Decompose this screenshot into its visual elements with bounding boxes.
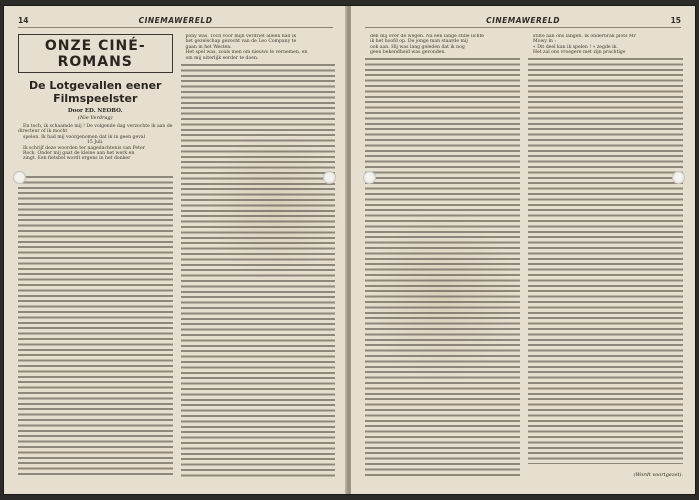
punch-hole [323, 171, 336, 184]
right-page-number: 15 [670, 16, 681, 25]
body-line: « Dit deel kan ik spelen ! » zegde ik. [533, 44, 618, 50]
body-text-block [181, 64, 336, 478]
body-line: En toch, ik schaamde mij ! De volgende dag verzochte ik aan de directeur of ik mocht [18, 124, 173, 135]
body-line: Ik schrijf deze woorden ter nagedachtenis van Peter [23, 145, 145, 151]
left-running-head [18, 16, 333, 28]
left-page-number: 14 [18, 16, 29, 25]
right-columns [365, 34, 683, 478]
translation-note: (Nie Verdrag) [77, 115, 113, 121]
left-col-2 [181, 34, 336, 478]
section-banner: ONZE CINÉ-ROMANS [18, 34, 173, 73]
right-running-head [365, 16, 681, 28]
story-title-line2: Filmspeelster [53, 92, 138, 105]
body-text-block [18, 176, 173, 478]
body-line: om mij uiterlijk eerder te doen. [185, 55, 259, 61]
author-byline: Door ED. NEOBO. [67, 108, 123, 114]
body-line: Het spel was, zoals men om nieuws te vernemen, en [185, 50, 308, 56]
punch-hole [13, 171, 26, 184]
body-line: zingt. Een fietsbel wordt ergens in het donker [23, 156, 131, 162]
running-rule [365, 27, 681, 28]
body-line: geen bekendheid was gevonden. [370, 50, 446, 56]
left-magazine-name: CINEMAWERELD [138, 16, 213, 25]
story-title-line1: De Lotgevallen eener [29, 79, 162, 92]
right-col-1 [365, 34, 520, 478]
body-line: spelen. Ik had mij voorgenomen dat ik in geen geval [23, 134, 145, 140]
left-col-1 [18, 34, 173, 478]
punch-hole [672, 171, 685, 184]
left-columns [18, 34, 335, 478]
story-title [18, 79, 173, 105]
body-line: ik het hoofd op. De jonge man staarde mij [370, 39, 468, 45]
body-line: stilte aan ons langen. Ik onderbrak plots Mr [533, 34, 636, 39]
right-col-2 [528, 34, 683, 478]
continued-note: (Wordt voortgezet). [633, 472, 683, 478]
running-rule [18, 27, 333, 28]
body-line: het gezelschap gezocht van de Leo Company te [185, 39, 297, 45]
body-line: den mij over de wegen. Na een lange stille lichte [370, 34, 485, 39]
body-line: 15 Juli. [86, 140, 104, 146]
body-text-block [528, 58, 683, 464]
body-line: gaan in het Westen. [185, 44, 232, 50]
body-line: Het zal ons vroegere met zijn prachtige [533, 50, 626, 56]
punch-hole [363, 171, 376, 184]
body-line: pony was. Toch voor mijn verdriet alleen had ik [185, 34, 297, 39]
body-line: ook aan. Hij was lang geleden dat ik nog [370, 44, 465, 50]
right-page [351, 6, 695, 494]
body-line: Mowy in : [533, 39, 556, 45]
right-magazine-name: CINEMAWERELD [486, 16, 560, 25]
left-page [4, 6, 347, 494]
body-text-block [365, 58, 520, 478]
body-line: Rock. Onder mij gaat de kleine aan het werk en [23, 151, 135, 157]
magazine-spread [4, 6, 695, 494]
